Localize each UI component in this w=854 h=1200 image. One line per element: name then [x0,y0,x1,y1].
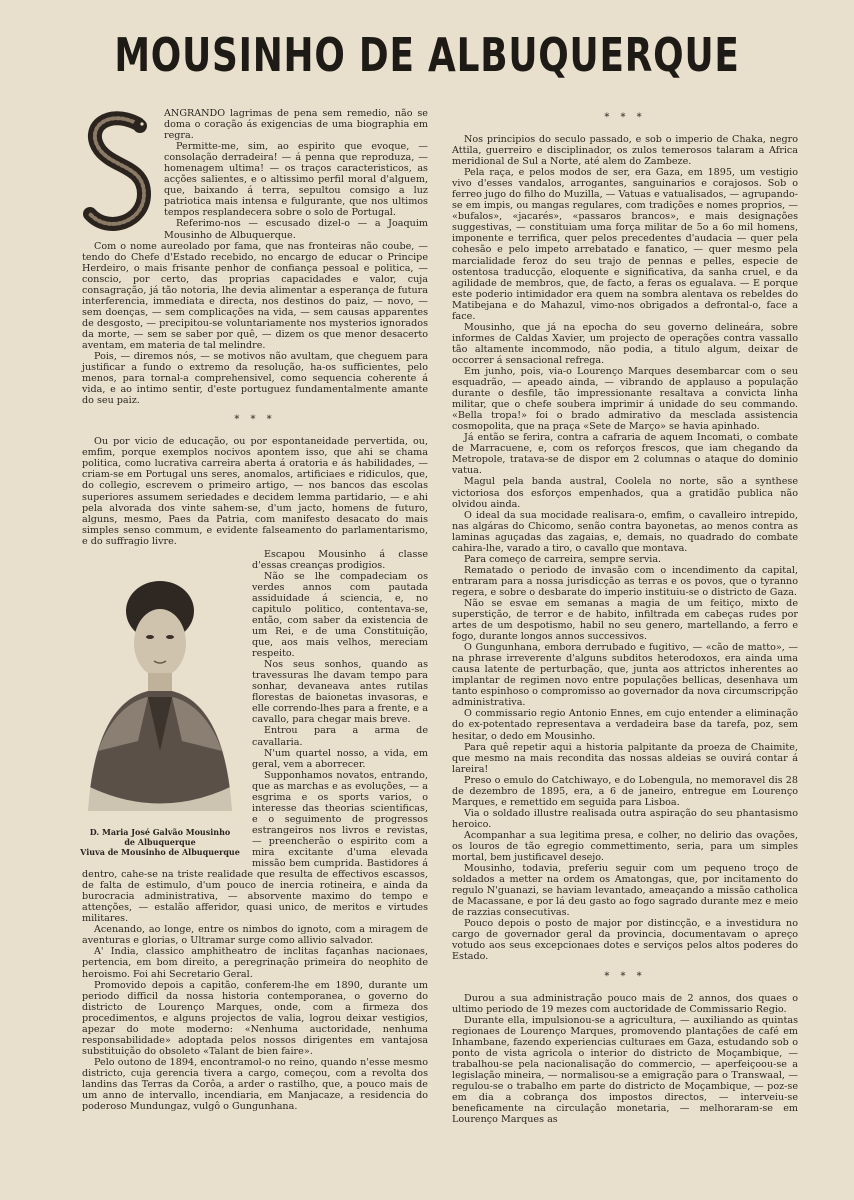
portrait-photo [78,551,242,821]
section-divider [452,971,798,983]
paragraph: Acenando, ao longe, entre os nimbos do ignoto, com a miragem de aventuras e glorias, o Ultramar surge como allivio salvador. [82,924,428,947]
paragraph: Pois, — diremos nós, — se motivos não avultam, que cheguem para justificar a fundo o extremo da resolução, ha-os sufficientes, pelo menos, para tornal-a comprehensivel, como sequencia coherente á vida, e ao intimo sentir, d'este portuguez fundamentalmente amante do seu paiz. [82,351,428,407]
divider-stars: * * * [234,414,276,426]
caption-line: Viuva de Mousinho de Albuquerque [80,846,240,857]
article-title: MOUSINHO DE ALBUQUERQUE [114,28,740,82]
paragraph: Mousinho, que já na epocha do seu governo delineára, sobre informes de Caldas Xavier, um projecto de operações contra vassallo tão altamente incommodo, não podia, a titulo algum, deixar de occorrer á sensacional refrega. [452,321,798,366]
paragraph: Acompanhar a sua legitima presa, e colher, no delirio das ovações, os louros de tão egregio commettimento, seria, para um simples mortal, bem justificavel desejo. [452,829,798,864]
paragraph: Mousinho, todavia, preferiu seguir com um pequeno troço de soldados a metter na ordem os Amatongas, que, por incitamento do regulo N'guanazi, se haviam levantado, ameaçando a missão catholica de Macassane, e por lá deu gasto ao fogo sagrado durante mez e meio de razzias consecutivas. [452,863,798,919]
paragraph: N'um quartel nosso, a vida, em geral, vem a aborrecer. [252,747,428,770]
portrait-caption [78,827,242,857]
paragraph: Ou por vicio de educação, ou por espontaneidade pervertida, ou, emfim, porque exemplos nocivos apontem isso, que ahi se chama politica, como lucrativa carreira aberta á oratoria e ás habilidades, — criam-se em Portugal uns seres, anomalos, artificiaes e ridiculos, que, do collegio, escrevem o primeiro artigo, — nos bancos das escolas superiores assumem seriedades e decidem lemma partidario, — e ahi pela alvorada dos vinte sahem-se, d'um jacto, homens de futuro, alguns, mesmo, Paes da Patria, com manifesto desacato do mais simples senso commum, e evidente falseamento do parlamentarismo, e do suffragio livre. [82,436,428,547]
paragraph: Promovido depois a capitão, conferem-lhe em 1890, durante um periodo difficil da nossa historia contemporanea, o governo do districto de Lourenço Marques, onde, com a firmeza dos procedimentos, e alguns projectos de valia, logrou deixar vestigios, apezar do mote moderno: «Nenhuma auctoridade, nenhuma responsabilidade» adoptada pelos nossos dirigentes em vantajosa substituição do obsoleto «Talant de bien faire». [82,979,428,1057]
left-column [82,108,428,1112]
paragraph: Não se lhe compadeciam os verdes annos com pautada assiduidade á sciencia, e, no capitulo politico, contentava-se, então, com saber da existencia de um Rei, e de uma Constituição, que, aos mais velhos, mereciam respeito. [252,570,428,660]
divider-stars: * * * [604,112,646,123]
dropcap-serpent-icon [78,110,156,234]
paragraph: Entrou para a arma de cavallaria. [252,725,428,748]
caption-line: D. Maria José Galvão Mousinho [89,826,231,837]
paragraph: O ideal da sua mocidade realisara-o, emfim, o cavalleiro intrepido, nas algáras do Chicomo, senão contra bayonetas, ao menos contra as laminas aguçadas das zagaias, e, demais, no quadrado do combate cahira-lhe, varado a tiro, o cavallo que montava. [452,509,798,554]
paragraph: Para quê repetir aqui a historia palpitante da proeza de Chaimite, que mesmo na mais recondita das nossas aldeias se ouvirá contar á lareira! [452,741,798,775]
paragraph: Nos principios do seculo passado, e sob o imperio de Chaka, negro Attila, guerreiro e disciplinador, os zulos temerosos talaram a Africa meridional de Sul a Norte, até alem do Zambeze. [452,134,798,168]
paragraph: Em junho, pois, via-o Lourenço Marques desembarcar com o seu esquadrão, — apeado ainda, — vibrando de applauso a população durante o desfile, tão impressionante resaltava a convicta linha militar, que o chefe soubera imprimir á unidade do seu commando. «Bella tropa!» foi o brado admirativo da mesclada assistencia cosmopolita, que na praça «Sete de Março» se havia apinhado. [452,365,798,433]
paragraph: O commissario regio Antonio Ennes, em cujo entender a eliminação do ex-potentado representava a verdadeira base da tarefa, poz, sem hesitar, o dedo em Mousinho. [452,708,798,742]
paragraph: Magul pela banda austral, Coolela no norte, são a synthese victoriosa dos esforços empenhados, qua a gratidão publica não olvidou ainda. [452,476,798,510]
paragraph: ANGRANDO lagrimas de pena sem remedio, não se doma o coração ás exigencias de uma biographia em regra. [164,108,428,142]
paragraph: Permitte-me, sim, ao espirito que evoque, — consolação derradeira! — á penna que reproduza, — homenagem ultima! — os traços caracteristicos, as acções salientes, e o altissimo perfil moral d'alguem, que, baixando á terra, sepultou comsigo a luz patriotica mais intensa e fulgurante, que nos ultimos tempos resplandecera sobre o solo de Portugal. [164,141,428,219]
paragraph: Supponhamos novatos, entrando, que as marchas e as evoluções, — a esgrima e os sports varios, o interesse das theorias scientificas, e o seguimento de progressos estrangeiros nos livros e revistas, — preencherão o espirito com a mira excitante d'uma elevada missão bem cumprida. Bastidores á dentro, cahe-se na triste realidade que resulta de effectivos escassos, de falta de estimulo, d'um pouco de inercia rotineira, e ainda da burocracia administrativa, — absorvente maximo do tempo e attenções, — estalão afferidor, quasi unico, de meritos e virtudes militares. [82,769,428,925]
section-divider [452,112,798,124]
paragraph: Durou a sua administração pouco mais de 2 annos, dos quaes o ultimo periodo de 19 mezes com auctoridade de Commissario Regio. [452,992,798,1015]
paragraph: Via o soldado illustre realisada outra aspiração do seu phantasismo heroico. [452,807,798,830]
paragraph: A' India, classico amphitheatro de inclitas façanhas nacionaes, pertencia, em bom direito, a peregrinação primeira do neophito de heroismo. Foi ahi Secretario Geral. [82,946,428,980]
paragraph: Já então se ferira, contra a cafraria de aquem Incomati, o combate de Marracuene, e, com os reforços frescos, que iam chegando da Metropole, tratava-se de dispor em 2 columnas o ataque do dominio vatua. [452,432,798,477]
paragraph: Para começo de carreira, sempre servia. [464,553,662,565]
paragraph: Durante ella, impulsionou-se a agricultura, — auxiliando as quintas regionaes de Lourenço Marques, promovendo plantações de café em Inhambane, fazendo experiencias culturaes em Gaza, estudando sob o ponto de vista agricola o interior do districto de Moçambique, — trabalhou-se pela nacionalisação do commercio, — aperfeiçoou-se a legislação mineira, — normalisou-se a emigração para o Transwaal, — regulou-se o trabalho em parte do districto de Moçambique, — poz-se em dia a cobrança dos impostos directos, — interveiu-se beneficamente na circulação monetaria, — melhoraram-se em Lourenço Marques as [452,1014,798,1126]
paragraph: Preso o emulo do Catchiwayo, e do Lobengula, no memoravel dis 28 de dezembro de 1895, era, a 6 de janeiro, entregue em Lourenço Marques, e remettido em seguida para Lisboa. [452,774,798,808]
paragraph: Pela raça, e pelos modos de ser, era Gaza, em 1895, um vestigio vivo d'esses vandalos, arrogantes, sanguinarios e corajosos. Sob o ferreo jugo do filho do Muzilla, — Vatuas e vatualisados, — agrupando-se em impis, ou mangas regulares, com tradições e nomes proprios, — «bufalos», «jacarés», «passaros brancos», e mais designações suggestivas, — constituiam uma força militar de 5o a 6o mil homens, imponente e terrifica, quer pelos precedentes d'audacia — quer pela cohesão e pelo impeto arrebatado e fanatico, — quer mesmo pela marcialidade feroz do seu trajo de pennas e pelles, especie de ostentosa traducção, eloquente e significativa, da sanha cruel, e da agilidade de membros, que, de facto, a feras os egualava. — E porque este poderio intimidador era quem na sombra alentava os rebeldes do Matibejana e do Mahazul, vimo-nos obrigados a defrontal-o, face a face. [452,167,798,322]
paragraph: Pelo outono de 1894, encontramol-o no reino, quando n'esse mesmo districto, cuja gerencia tivera a cargo, começou, com a revolta dos landins das Terras da Corôa, a arder o rastilho, que, a pouco mais de um anno de intervallo, incendiaria, em Manjacaze, a residencia do poderoso Mundungaz, vulgô o Gungunhana. [82,1056,428,1113]
caption-line: de Albuquerque [124,836,196,847]
right-column [452,108,798,1125]
divider-stars: * * * [604,970,646,982]
section-divider [82,414,428,426]
paragraph: O Gungunhana, embora derrubado e fugitivo, — «cão de matto», — na phrase irreverente d'alguns subditos heterodoxos, era ainda uma causa latente de perturbação, que, junta aos attrictos inherentes ao implantar de regimen novo entre populações bellicas, desenhava um tanto espinhoso o compromisso ao governador da nova circumscripção administrativa. [452,642,798,709]
paragraph: Rematado o periodo de invasão com o incendimento da capital, entraram para a nossa jurisdicção as terras e os povos, que o tyranno regera, e sobre o desbarate do imperio instituiu-se o districto de Gaza. [452,564,798,598]
portrait-figure [78,551,242,861]
paragraph: Referimo-nos — escusado dizel-o — a Joaquim Mousinho de Albuquerque. [164,218,428,241]
paragraph: Com o nome aureolado por fama, que nas fronteiras não coube, — tendo do Chefe d'Estado recebido, no encargo de educar o Principe Herdeiro, o mais frisante penhor de confiança pessoal e politica, — conscio, por certo, das proprias capacidades e valor, cuja consagração, já tão notoria, lhe devia alimentar a esperança de futura interferencia, immediata e directa, nos destinos do paiz, — novo, — sem doenças, — sem complicações na vida, — sem causas apparentes de desgosto, — precipitou-se voluntariamente nos mysterios ignorados da morte, — sem se saber por quê, — dizem os que menor desacerto aventam, em materia de tal melindre. [82,240,428,351]
paragraph: Pouco depois o posto de major por distincção, e a investidura no cargo de governador geral da provincia, documentavam o apreço votudo aos seus excepcionaes dotes e serviços pelos altos poderes do Estado. [452,918,798,963]
paragraph: Escapou Mousinho á classe d'essas creanças prodigios. [252,548,428,571]
paragraph: Nos seus sonhos, quando as travessuras lhe davam tempo para sonhar, devaneava antes rutilas florestas de baionetas invasoras, e elle correndo-lhes para a frente, e a cavallo, para chegar mais breve. [252,659,428,726]
paragraph: Não se esvae em semanas a magia de um feitiço, mixto de superstição, de terror e de habito, infiltrada em cabeças rudes por artes de um despotismo, habil no seu genero, martellando, a ferro e fogo, durante longos annos successivos. [452,597,798,643]
